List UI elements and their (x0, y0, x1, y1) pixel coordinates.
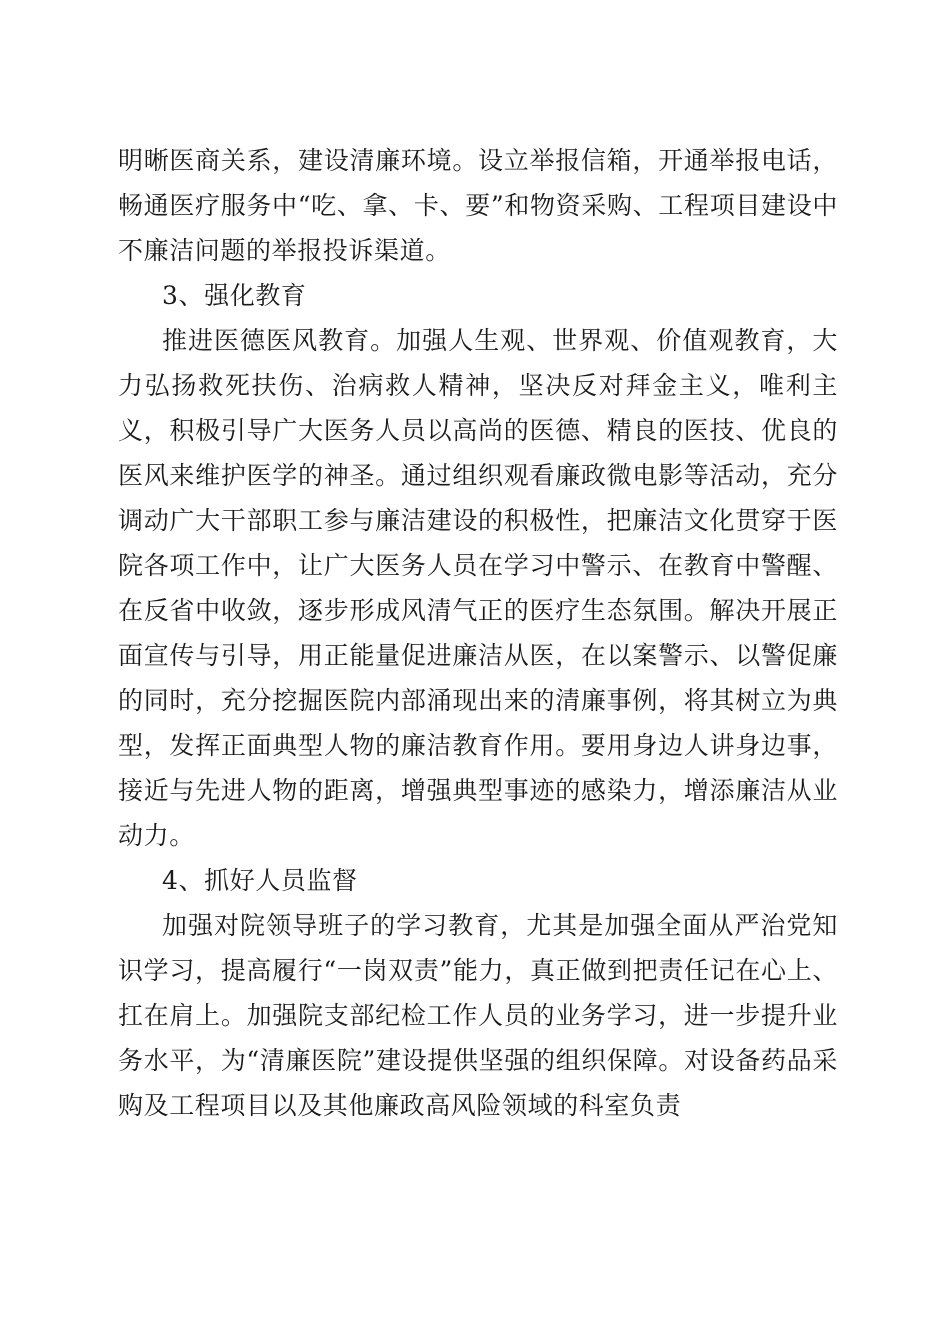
section-heading-3: 3、强化教育 (162, 281, 307, 310)
paragraph-continuation: 明晰医商关系，建设清廉环境。设立举报信箱，开通举报电话，畅通医疗服务中“吃、拿、卡、要”和物资采购、工程项目建设中不廉洁问题的举报投诉渠道。 (118, 146, 838, 265)
document-body (118, 138, 838, 1128)
section-heading-4: 4、抓好人员监督 (162, 866, 358, 895)
paragraph-education: 推进医德医风教育。加强人生观、世界观、价值观教育，大力弘扬救死扶伤、治病救人精神，坚决反对拜金主义，唯利主义，积极引导广大医务人员以高尚的医德、精良的医技、优良的医风来维护医学的神圣。通过组织观看廉政微电影等活动，充分调动广大干部职工参与廉洁建设的积极性，把廉洁文化贯穿于医院各项工作中，让广大医务人员在学习中警示、在教育中警醒、在反省中收敛，逐步形成风清气正的医疗生态氛围。解决开展正面宣传与引导，用正能量促进廉洁从医，在以案警示、以警促廉的同时，充分挖掘医院内部涌现出来的清廉事例，将其树立为典型，发挥正面典型人物的廉洁教育作用。要用身边人讲身边事，接近与先进人物的距离，增强典型事迹的感染力，增添廉洁从业动力。 (118, 326, 838, 850)
paragraph-supervision: 加强对院领导班子的学习教育，尤其是加强全面从严治党知识学习，提高履行“一岗双责”能力，真正做到把责任记在心上、扛在肩上。加强院支部纪检工作人员的业务学习，进一步提升业务水平，为“清廉医院”建设提供坚强的组织保障。对设备药品采购及工程项目以及其他廉政高风险领域的科室负责 (118, 911, 838, 1120)
